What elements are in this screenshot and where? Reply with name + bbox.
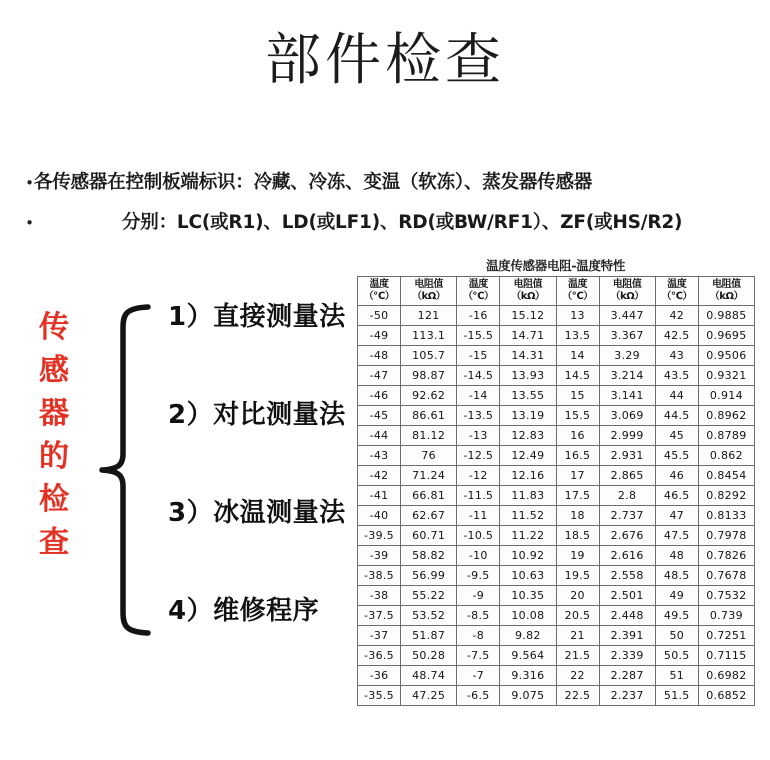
cell-resistance: 0.9506 [698,346,754,366]
cell-temperature: 45.5 [655,446,698,466]
vertical-label-char: 检 [39,482,69,517]
cell-temperature: 49 [655,586,698,606]
cell-temperature: 46 [655,466,698,486]
cell-resistance: 13.19 [500,406,556,426]
cell-temperature: -10 [457,546,500,566]
bullet-list [0,168,770,248]
cell-temperature: -7 [457,666,500,686]
cell-resistance: 2.616 [599,546,655,566]
cell-resistance: 60.71 [401,526,457,546]
cell-resistance: 10.35 [500,586,556,606]
cell-temperature: 17.5 [556,486,599,506]
cell-temperature: 16 [556,426,599,446]
cell-resistance: 0.862 [698,446,754,466]
cell-temperature: -35.5 [358,686,401,706]
cell-temperature: -14.5 [457,366,500,386]
cell-temperature: -40 [358,506,401,526]
cell-temperature: 44 [655,386,698,406]
cell-temperature: 19.5 [556,566,599,586]
cell-resistance: 11.52 [500,506,556,526]
cell-resistance: 10.63 [500,566,556,586]
cell-temperature: 20 [556,586,599,606]
cell-resistance: 3.29 [599,346,655,366]
cell-temperature: -46 [358,386,401,406]
bullet-text: 分别：LC(或R1)、LD(或LF1)、RD(或BW/RF1）、ZF(或HS/R2) [122,212,683,233]
table-body [358,306,755,706]
method-list [168,300,368,628]
cell-temperature: 18 [556,506,599,526]
cell-temperature: -11 [457,506,500,526]
vertical-label-char: 感 [39,353,69,388]
cell-resistance: 2.999 [599,426,655,446]
table-row [358,426,755,446]
resistance-temperature-table-wrapper [357,258,754,706]
cell-temperature: -37 [358,626,401,646]
cell-temperature: 48.5 [655,566,698,586]
column-header-resistance-unit: （kΩ） [511,290,545,302]
cell-resistance: 98.87 [401,366,457,386]
cell-temperature: -13.5 [457,406,500,426]
cell-temperature: 47.5 [655,526,698,546]
column-header-resistance-label: 电阻值 [414,279,443,290]
cell-temperature: -45 [358,406,401,426]
method-item-3: 3）冰温测量法 [168,498,346,528]
cell-resistance: 3.447 [599,306,655,326]
table-row [358,646,755,666]
cell-resistance: 14.71 [500,326,556,346]
cell-resistance: 0.7826 [698,546,754,566]
cell-resistance: 2.558 [599,566,655,586]
column-header-temperature [358,277,401,306]
cell-temperature: -8 [457,626,500,646]
cell-resistance: 92.62 [401,386,457,406]
cell-resistance: 10.92 [500,546,556,566]
column-header-temperature-label: 温度（℃） [462,279,494,302]
table-row [358,666,755,686]
cell-resistance: 9.316 [500,666,556,686]
cell-resistance: 2.8 [599,486,655,506]
column-header-resistance-unit: （kΩ） [610,290,644,302]
table-row [358,546,755,566]
cell-resistance: 9.075 [500,686,556,706]
cell-temperature: 22 [556,666,599,686]
table-row [358,366,755,386]
cell-temperature: -11.5 [457,486,500,506]
cell-temperature: 14.5 [556,366,599,386]
cell-temperature: 51.5 [655,686,698,706]
cell-resistance: 0.7115 [698,646,754,666]
cell-temperature: 43 [655,346,698,366]
curly-brace-icon [96,302,152,638]
cell-resistance: 0.9695 [698,326,754,346]
cell-temperature: 14 [556,346,599,366]
column-header-temperature-label: 温度（℃） [562,279,593,302]
cell-temperature: 42.5 [655,326,698,346]
cell-resistance: 0.8962 [698,406,754,426]
cell-resistance: 2.676 [599,526,655,546]
cell-resistance: 2.339 [599,646,655,666]
cell-temperature: 43.5 [655,366,698,386]
cell-temperature: 45 [655,426,698,446]
cell-resistance: 2.501 [599,586,655,606]
cell-resistance: 0.7978 [698,526,754,546]
table-row [358,526,755,546]
cell-temperature: -16 [457,306,500,326]
cell-temperature: -7.5 [457,646,500,666]
cell-temperature: 16.5 [556,446,599,466]
cell-temperature: -47 [358,366,401,386]
cell-temperature: -14 [457,386,500,406]
table-row [358,506,755,526]
cell-temperature: -6.5 [457,686,500,706]
cell-resistance: 0.8292 [698,486,754,506]
method-item-4: 4）维修程序 [168,596,320,626]
cell-temperature: -36 [358,666,401,686]
vertical-label-char: 传 [39,310,69,345]
cell-resistance: 62.67 [401,506,457,526]
cell-temperature: 15 [556,386,599,406]
table-row [358,306,755,326]
cell-resistance: 0.8133 [698,506,754,526]
cell-temperature: -13 [457,426,500,446]
cell-resistance: 0.6982 [698,666,754,686]
cell-temperature: 17 [556,466,599,486]
cell-resistance: 3.069 [599,406,655,426]
list-item [0,168,770,198]
cell-resistance: 9.564 [500,646,556,666]
column-header-resistance [698,277,754,306]
cell-temperature: 47 [655,506,698,526]
table-row [358,606,755,626]
vertical-label-char: 器 [39,396,69,431]
cell-resistance: 0.914 [698,386,754,406]
table-row [358,326,755,346]
table-row [358,626,755,646]
table-row [358,686,755,706]
cell-resistance: 12.49 [500,446,556,466]
cell-temperature: -15 [457,346,500,366]
cell-resistance: 2.931 [599,446,655,466]
cell-resistance: 58.82 [401,546,457,566]
cell-resistance: 53.52 [401,606,457,626]
table-header-row [358,277,755,306]
cell-resistance: 55.22 [401,586,457,606]
column-header-temperature-label: 温度（℃） [661,279,693,302]
cell-resistance: 48.74 [401,666,457,686]
vertical-label-char: 查 [39,525,69,560]
cell-resistance: 13.93 [500,366,556,386]
cell-resistance: 105.7 [401,346,457,366]
cell-resistance: 81.12 [401,426,457,446]
column-header-resistance-unit: （kΩ） [709,290,743,302]
cell-resistance: 2.448 [599,606,655,626]
cell-temperature: -37.5 [358,606,401,626]
cell-temperature: -10.5 [457,526,500,546]
cell-resistance: 10.08 [500,606,556,626]
cell-resistance: 47.25 [401,686,457,706]
table-row [358,406,755,426]
column-header-resistance-label: 电阻值 [612,279,642,290]
cell-resistance: 0.8789 [698,426,754,446]
cell-resistance: 15.12 [500,306,556,326]
table-caption: 温度传感器电阻-温度特性 [485,258,626,273]
cell-resistance: 0.9321 [698,366,754,386]
cell-resistance: 12.16 [500,466,556,486]
bullet-text: 各传感器在控制板端标识：冷藏、冷冻、变温（软冻）、蒸发器传感器 [34,172,593,193]
cell-temperature: 21 [556,626,599,646]
cell-temperature: -12 [457,466,500,486]
table-row [358,346,755,366]
resistance-temperature-table [357,276,755,706]
method-item-2: 2）对比测量法 [168,400,346,430]
cell-resistance: 9.82 [500,626,556,646]
table-row [358,446,755,466]
cell-resistance: 0.8454 [698,466,754,486]
column-header-resistance-unit: （kΩ） [412,290,446,302]
cell-resistance: 2.865 [599,466,655,486]
cell-temperature: -50 [358,306,401,326]
cell-temperature: 15.5 [556,406,599,426]
cell-temperature: 13.5 [556,326,599,346]
column-header-resistance [599,277,655,306]
cell-temperature: -44 [358,426,401,446]
cell-temperature: -38.5 [358,566,401,586]
method-item-1: 1）直接测量法 [168,302,346,332]
cell-temperature: 44.5 [655,406,698,426]
cell-temperature: -9.5 [457,566,500,586]
cell-temperature: -43 [358,446,401,466]
cell-temperature: 46.5 [655,486,698,506]
cell-resistance: 0.7251 [698,626,754,646]
page-title: 部件检查 [265,28,505,93]
cell-resistance: 66.81 [401,486,457,506]
cell-resistance: 0.6852 [698,686,754,706]
table-row [358,486,755,506]
cell-resistance: 0.9885 [698,306,754,326]
cell-temperature: -49 [358,326,401,346]
cell-temperature: 18.5 [556,526,599,546]
cell-temperature: -9 [457,586,500,606]
column-header-resistance [500,277,556,306]
cell-temperature: -39.5 [358,526,401,546]
cell-resistance: 2.287 [599,666,655,686]
cell-temperature: -12.5 [457,446,500,466]
cell-resistance: 2.391 [599,626,655,646]
cell-resistance: 56.99 [401,566,457,586]
cell-resistance: 2.237 [599,686,655,706]
cell-temperature: -41 [358,486,401,506]
cell-temperature: -42 [358,466,401,486]
table-row [358,466,755,486]
cell-temperature: 13 [556,306,599,326]
column-header-resistance-label: 电阻值 [712,279,741,290]
column-header-resistance-label: 电阻值 [513,279,543,290]
cell-resistance: 3.214 [599,366,655,386]
column-header-temperature [556,277,599,306]
cell-temperature: 42 [655,306,698,326]
cell-temperature: 50 [655,626,698,646]
cell-resistance: 86.61 [401,406,457,426]
cell-resistance: 12.83 [500,426,556,446]
column-header-temperature-label: 温度（℃） [363,279,395,302]
cell-temperature: -39 [358,546,401,566]
cell-resistance: 2.737 [599,506,655,526]
cell-resistance: 11.83 [500,486,556,506]
table-row [358,566,755,586]
bullet-marker-icon: • [25,174,34,192]
cell-resistance: 71.24 [401,466,457,486]
cell-resistance: 3.367 [599,326,655,346]
cell-temperature: 49.5 [655,606,698,626]
cell-temperature: -36.5 [358,646,401,666]
cell-resistance: 0.7678 [698,566,754,586]
list-item [0,208,770,238]
cell-temperature: 19 [556,546,599,566]
cell-temperature: -48 [358,346,401,366]
cell-temperature: 20.5 [556,606,599,626]
cell-temperature: -15.5 [457,326,500,346]
sensor-check-vertical-label [32,306,76,564]
column-header-temperature [655,277,698,306]
cell-resistance: 113.1 [401,326,457,346]
cell-temperature: 48 [655,546,698,566]
cell-resistance: 13.55 [500,386,556,406]
cell-resistance: 14.31 [500,346,556,366]
cell-temperature: -38 [358,586,401,606]
bullet-marker-icon: • [25,214,34,232]
cell-temperature: 21.5 [556,646,599,666]
cell-resistance: 51.87 [401,626,457,646]
column-header-resistance [401,277,457,306]
table-row [358,586,755,606]
cell-resistance: 76 [401,446,457,466]
cell-temperature: 50.5 [655,646,698,666]
cell-resistance: 0.739 [698,606,754,626]
cell-temperature: -8.5 [457,606,500,626]
cell-temperature: 22.5 [556,686,599,706]
cell-resistance: 0.7532 [698,586,754,606]
vertical-label-char: 的 [39,439,69,474]
cell-resistance: 50.28 [401,646,457,666]
cell-resistance: 121 [401,306,457,326]
cell-resistance: 11.22 [500,526,556,546]
cell-resistance: 3.141 [599,386,655,406]
table-row [358,386,755,406]
column-header-temperature [457,277,500,306]
cell-temperature: 51 [655,666,698,686]
